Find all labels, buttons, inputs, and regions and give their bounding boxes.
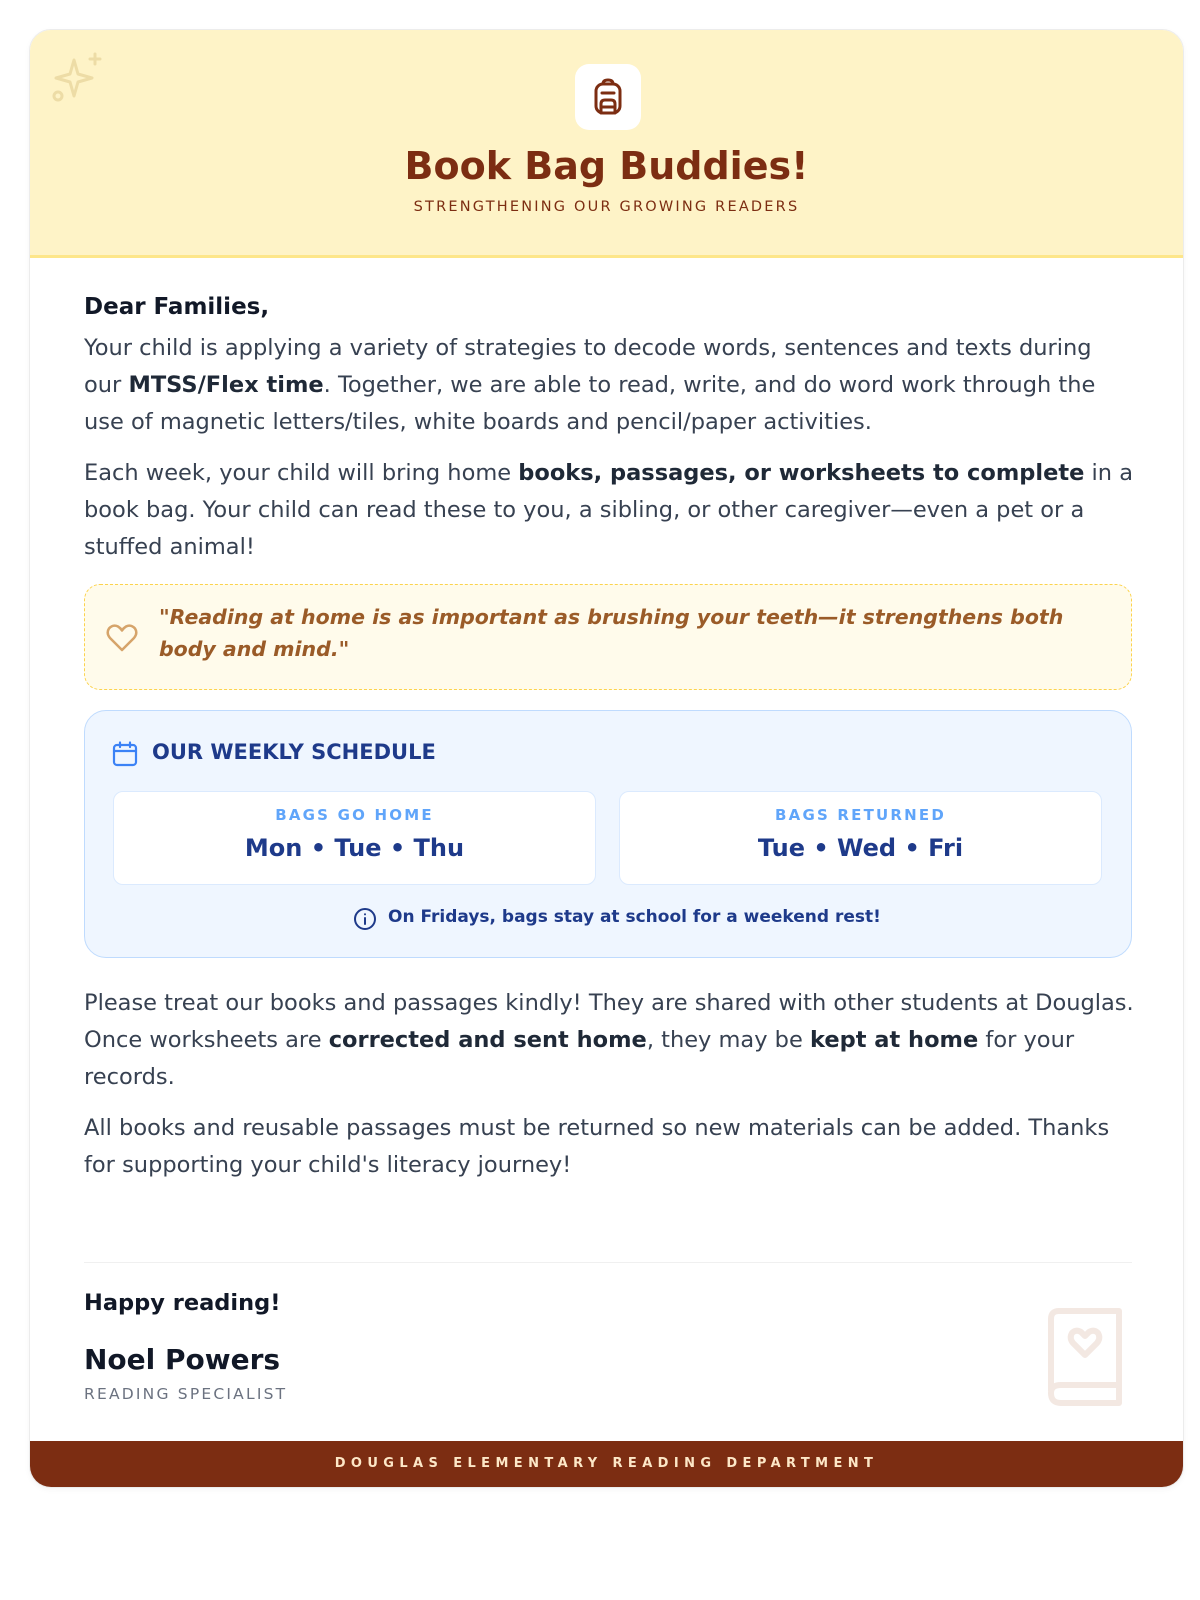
quote-text: "Reading at home is as important as brushing your teeth—it strengthens both body and mind." — [159, 605, 1064, 661]
header-banner — [30, 30, 1183, 258]
weekly-schedule — [84, 710, 1132, 958]
backpack-icon — [590, 78, 626, 116]
signature-role: READING SPECIALIST — [84, 1385, 288, 1403]
bags-go-home-days: Mon • Tue • Thu — [244, 834, 465, 862]
book-heart-icon — [1039, 1305, 1129, 1409]
bold-materials: books, passages, or worksheets to complete — [518, 460, 1085, 486]
divider — [84, 1262, 1132, 1263]
bold-kept: kept at home — [809, 1027, 979, 1053]
newsletter-card — [29, 29, 1184, 1488]
bags-returned-label: BAGS RETURNED — [775, 806, 946, 824]
bags-go-home-label: BAGS GO HOME — [275, 806, 434, 824]
page-subtitle: STRENGTHENING OUR GROWING READERS — [413, 199, 800, 215]
info-icon — [353, 907, 377, 931]
calendar-icon — [112, 741, 138, 767]
bags-returned-card — [619, 791, 1102, 885]
heart-icon — [105, 621, 139, 655]
schedule-title: OUR WEEKLY SCHEDULE — [152, 740, 436, 764]
greeting: Dear Families, — [84, 294, 270, 320]
bold-corrected: corrected and sent home — [328, 1027, 647, 1053]
closing: Happy reading! — [84, 1290, 281, 1316]
bags-go-home-card — [113, 791, 596, 885]
bold-mtss: MTSS/Flex time — [128, 372, 324, 398]
page-title: Book Bag Buddies! — [404, 144, 809, 188]
paragraph-return: All books and reusable passages must be returned so new materials can be added. Thanks for supporting your child's literacy journey! — [84, 1115, 1110, 1178]
bags-returned-days: Tue • Wed • Fri — [757, 834, 964, 862]
schedule-note: On Fridays, bags stay at school for a weekend rest! — [388, 907, 881, 927]
paragraph-intro: Your child is applying a variety of strategies to decode words, sentences and texts during our MTSS/Flex time. Together, we are able to read, write, and do word work through the use of magnetic letters/tiles, white boards and pencil/paper activities. — [84, 335, 1096, 435]
paragraph-weekly: Each week, your child will bring home books, passages, or worksheets to complete in a book bag. Your child can read these to you, a sibling, or other caregiver—even a pet or a stuffed animal! — [84, 460, 1133, 560]
backpack-tile — [575, 64, 641, 130]
footer-bar: DOUGLAS ELEMENTARY READING DEPARTMENT — [30, 1441, 1183, 1487]
quote-callout — [84, 584, 1132, 690]
signature-name: Noel Powers — [84, 1343, 281, 1376]
paragraph-care: Please treat our books and passages kindly! They are shared with other students at Douglas. Once worksheets are corrected and sent home, they may be kept at home for your records. — [84, 990, 1134, 1090]
sparkles-icon — [50, 50, 106, 106]
